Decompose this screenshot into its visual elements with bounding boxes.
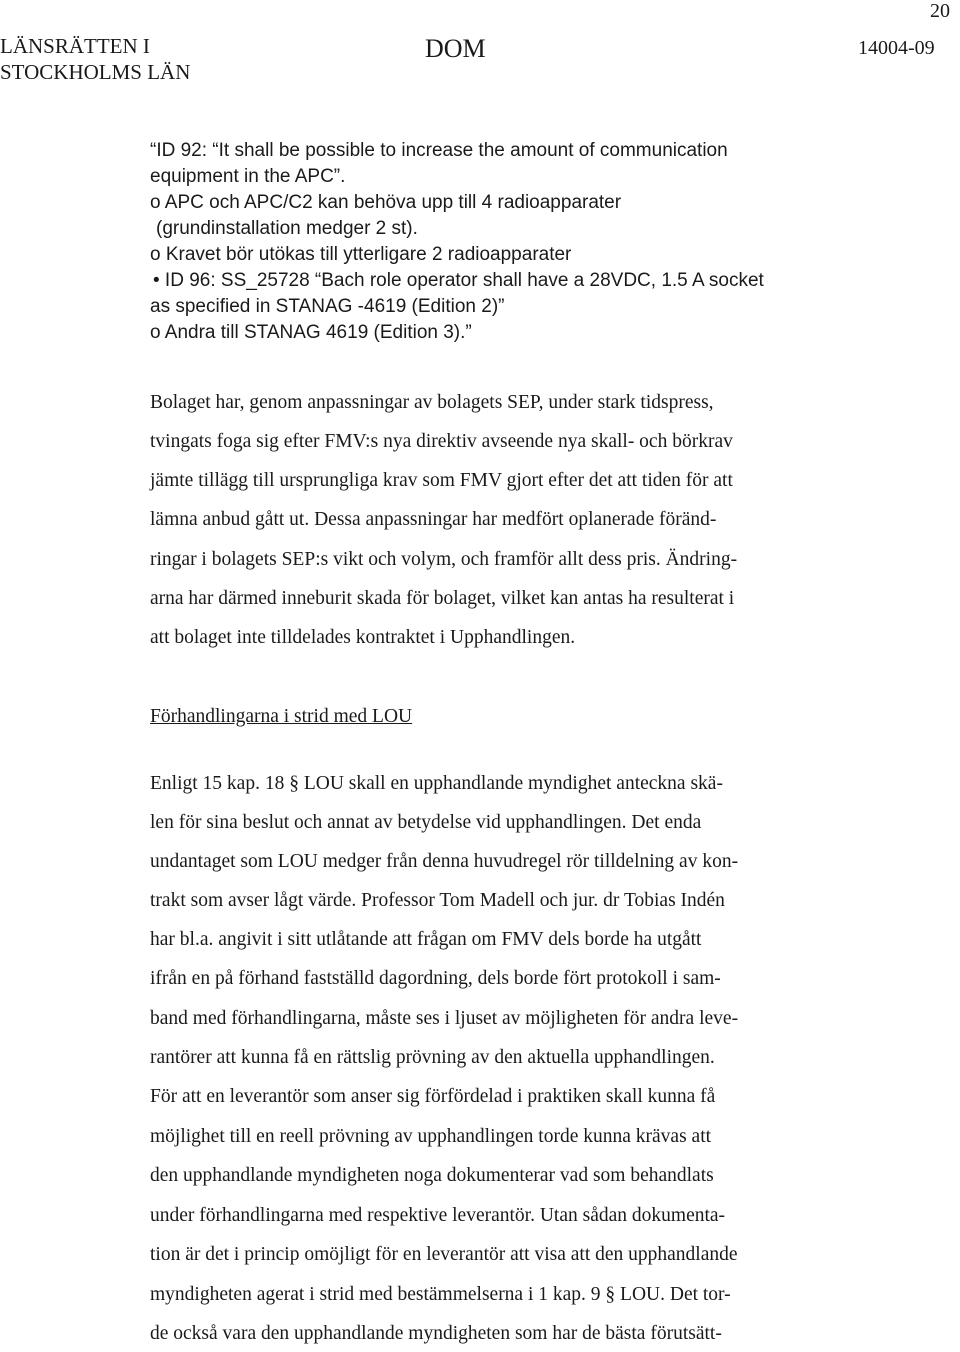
section-heading: Förhandlingarna i strid med LOU <box>150 706 413 727</box>
paragraph-line: ringar i bolagets SEP:s vikt och volym, och framför allt dess pris. Ändring- <box>150 549 738 570</box>
paragraph-line: Bolaget har, genom anpassningar av bolagets SEP, under stark tidspress, <box>150 392 714 413</box>
paragraph-line: jämte tillägg till ursprungliga krav som FMV gjort efter det att tiden för att <box>150 470 733 491</box>
paragraph-line: undantaget som LOU medger från denna huvudregel rör tilldelning av kon- <box>150 851 739 872</box>
paragraph-line: ifrån en på förhand fastställd dagordning, dels borde fört protokoll i sam- <box>150 968 721 989</box>
paragraph-line: lämna anbud gått ut. Dessa anpassningar har medfört oplanerade föränd- <box>150 509 717 530</box>
paragraph-line: myndigheten agerat i strid med bestämmelserna i 1 kap. 9 § LOU. Det tor- <box>150 1284 731 1305</box>
quote-line: o Andra till STANAG 4619 (Edition 3).” <box>150 322 472 343</box>
paragraph-line: band med förhandlingarna, måste ses i ljuset av möjligheten för andra leve- <box>150 1008 739 1029</box>
paragraph-line: att bolaget inte tilldelades kontraktet i Upphandlingen. <box>150 627 576 648</box>
paragraph-line: tion är det i princip omöjligt för en leverantör att visa att den upphandlande <box>150 1244 738 1265</box>
quote-line: o APC och APC/C2 kan behöva upp till 4 radioapparater <box>150 192 622 213</box>
quote-line: (grundinstallation medger 2 st). <box>156 218 418 239</box>
quote-line: as specified in STANAG -4619 (Edition 2)” <box>150 296 505 317</box>
paragraph-line: har bl.a. angivit i sitt utlåtande att frågan om FMV dels borde ha utgått <box>150 929 702 950</box>
case-number: 14004-09 <box>858 37 935 59</box>
quote-line: o Kravet bör utökas till ytterligare 2 radioapparater <box>150 244 572 265</box>
paragraph-line: Enligt 15 kap. 18 § LOU skall en upphandlande myndighet anteckna skä- <box>150 773 723 794</box>
court-name-line2: STOCKHOLMS LÄN <box>0 60 191 84</box>
paragraph-line: de också vara den upphandlande myndigheten som har de bästa förutsätt- <box>150 1323 722 1344</box>
paragraph-line: arna har därmed inneburit skada för bolaget, vilket kan antas ha resulterat i <box>150 588 735 609</box>
document-type: DOM <box>425 34 486 63</box>
quote-line: “ID 92: “It shall be possible to increase the amount of communication <box>150 140 728 161</box>
quote-line: • ID 96: SS_25728 “Bach role operator shall have a 28VDC, 1.5 A socket <box>153 270 764 291</box>
paragraph-line: trakt som avser lågt värde. Professor Tom Madell och jur. dr Tobias Indén <box>150 890 725 911</box>
paragraph-line: den upphandlande myndigheten noga dokumenterar vad som behandlats <box>150 1165 714 1186</box>
paragraph-line: tvingats foga sig efter FMV:s nya direktiv avseende nya skall- och börkrav <box>150 431 733 452</box>
paragraph-line: För att en leverantör som anser sig förfördelad i praktiken skall kunna få <box>150 1086 716 1107</box>
quote-line: equipment in the APC”. <box>150 166 346 187</box>
paragraph-line: len för sina beslut och annat av betydelse vid upphandlingen. Det enda <box>150 812 702 833</box>
paragraph-line: möjlighet till en reell prövning av upphandlingen torde kunna krävas att <box>150 1126 712 1147</box>
paragraph-line: under förhandlingarna med respektive leverantör. Utan sådan dokumenta- <box>150 1205 726 1226</box>
page-number: 20 <box>930 0 950 22</box>
court-name-line1: LÄNSRÄTTEN I <box>0 34 150 58</box>
paragraph-line: rantörer att kunna få en rättslig prövning av den aktuella upphandlingen. <box>150 1047 715 1068</box>
